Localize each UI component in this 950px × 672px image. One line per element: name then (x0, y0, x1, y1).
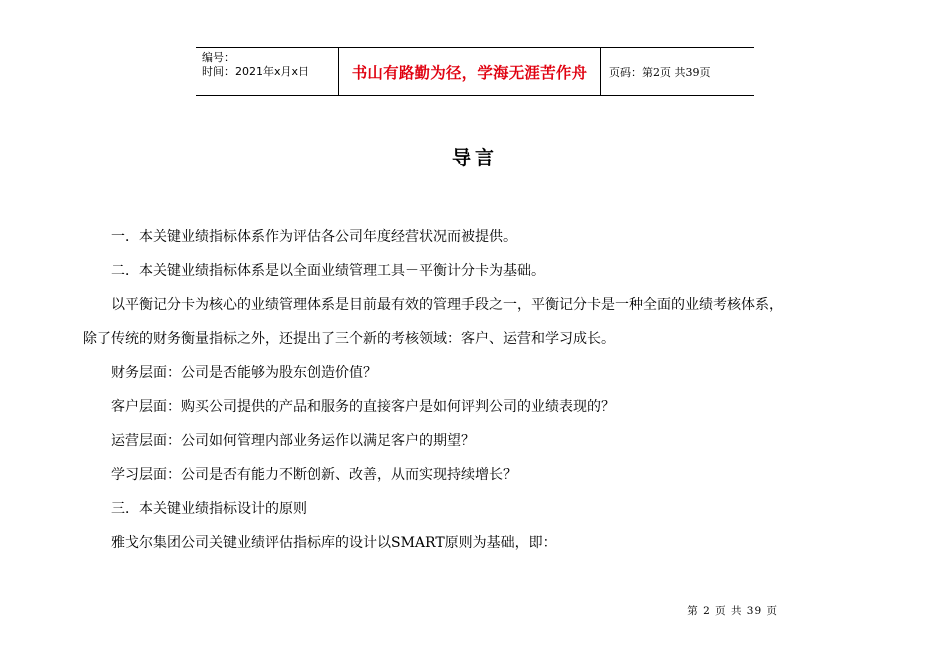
paragraph-balanced-scorecard-continued: 除了传统的财务衡量指标之外，还提出了三个新的考核领域：客户、运营和学习成长。 (83, 331, 615, 347)
paragraph-financial: 财务层面：公司是否能够为股东创造价值？ (111, 365, 377, 381)
header-motto-cell (339, 48, 601, 95)
document-body (83, 220, 883, 560)
document-title: 导言 (451, 147, 498, 169)
header-motto: 书山有路勤为径，学海无涯苦作舟 (351, 63, 588, 82)
paragraph-item-two: 二．本关键业绩指标体系是以全面业绩管理工具－平衡计分卡为基础。 (111, 263, 545, 279)
page-header (196, 47, 754, 96)
header-page-code: 页码：第2页 共39页 (609, 65, 711, 79)
paragraph-smart: 雅戈尔集团公司关键业绩评估指标库的设计以SMART原则为基础，即： (111, 535, 557, 551)
paragraph-item-one: 一．本关键业绩指标体系作为评估各公司年度经营状况而被提供。 (111, 229, 517, 245)
header-page-cell (601, 48, 754, 95)
paragraph-customer: 客户层面：购买公司提供的产品和服务的直接客户是如何评判公司的业绩表现的？ (111, 399, 615, 415)
paragraph-balanced-scorecard: 以平衡记分卡为核心的业绩管理体系是目前最有效的管理手段之一，平衡记分卡是一种全面的业绩考核体系， (111, 297, 783, 313)
paragraph-learning: 学习层面：公司是否有能力不断创新、改善，从而实现持续增长？ (111, 467, 517, 483)
document-number-label: 编号： (202, 51, 235, 64)
paragraph-operations: 运营层面：公司如何管理内部业务运作以满足客户的期望？ (111, 433, 475, 449)
page-footer: 第 2 页 共 39 页 (687, 605, 778, 617)
paragraph-item-three: 三．本关键业绩指标设计的原则 (111, 501, 307, 517)
document-time-label: 时间：2021年x月x日 (202, 65, 310, 78)
header-meta-cell (196, 48, 339, 95)
